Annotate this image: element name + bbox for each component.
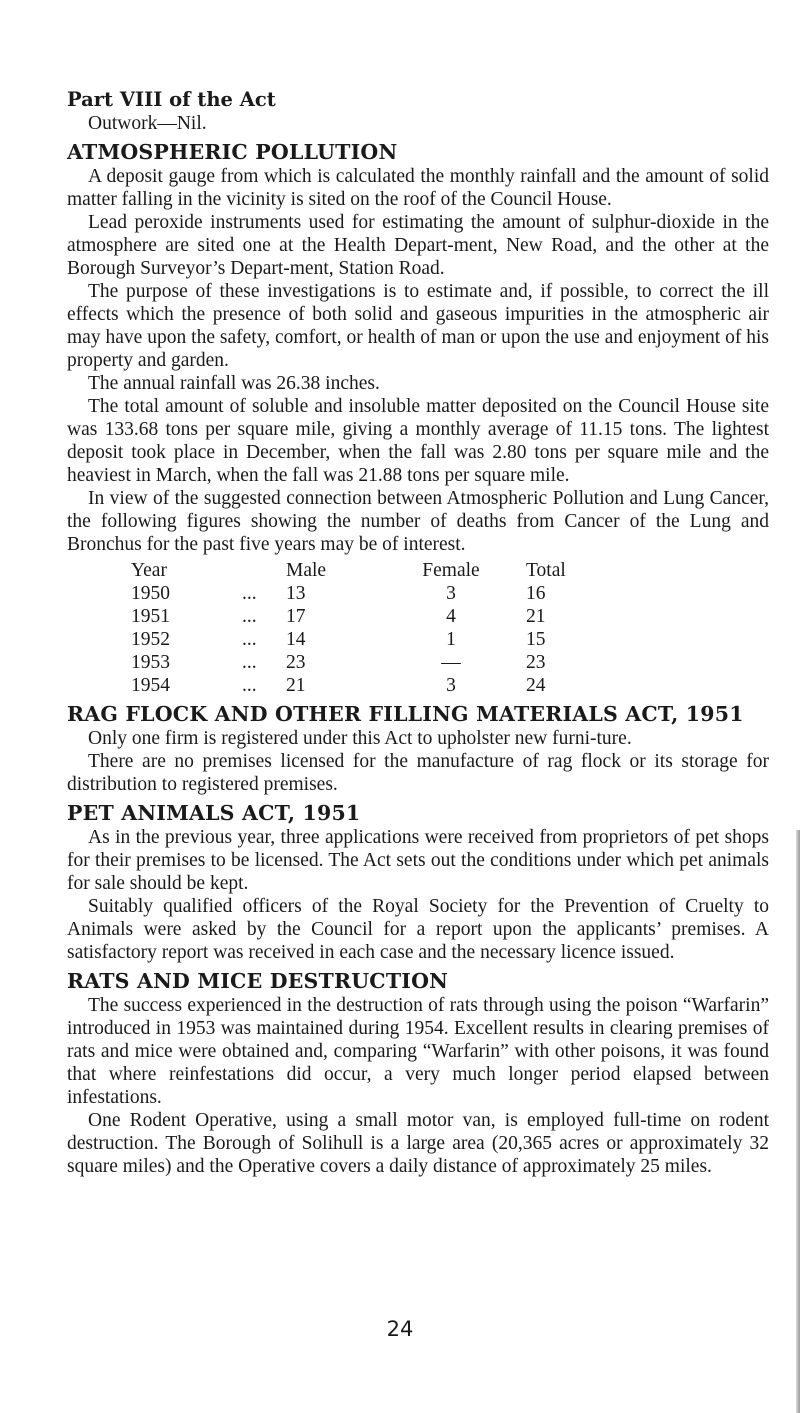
cell-total: 24 <box>526 675 546 696</box>
cell-year: 1953 <box>131 652 170 673</box>
cell-male: 21 <box>286 675 306 696</box>
paragraph: Lead peroxide instruments used for estimating the amount of sulphur-dioxide in the atmosphere are sited one at the Health Depart-ment, New Road, and the other at the Borough Surveyor’s Depart-ment, Station Road. <box>67 212 769 279</box>
paragraph: One Rodent Operative, using a small motor van, is employed full-time on rodent destruction. The Borough of Solihull is a large area (20,365 acres or approximately 32 square miles) and the Operative covers a daily distance of approximately 25 miles. <box>67 1110 769 1177</box>
paragraph: Suitably qualified officers of the Royal Society for the Prevention of Cruelty to Animals were asked by the Council for a report upon the applicants’ premises. A satisfactory report was received in each case and the necessary licence issued. <box>67 896 769 963</box>
cell-leader: ... <box>242 629 257 650</box>
table-row <box>67 651 769 674</box>
paragraph: In view of the suggested connection between Atmospheric Pollution and Lung Cancer, the following figures showing the number of deaths from Cancer of the Lung and Bronchus for the past five years may be of interest. <box>67 488 769 555</box>
paragraph: There are no premises licensed for the manufacture of rag flock or its storage for distribution to registered premises. <box>67 751 769 795</box>
table-row <box>67 582 769 605</box>
table-row <box>67 605 769 628</box>
paragraph: The annual rainfall was 26.38 inches. <box>88 373 380 394</box>
section-heading-atmospheric-pollution: ATMOSPHERIC POLLUTION <box>67 140 398 164</box>
cell-female: 3 <box>446 583 456 604</box>
cell-female: 1 <box>446 629 456 650</box>
cell-female: — <box>441 652 461 673</box>
paragraph: As in the previous year, three applications were received from proprietors of pet shops for their premises to be licensed. The Act sets out the conditions under which pet animals for sale should be kept. <box>67 827 769 894</box>
cell-total: 23 <box>526 652 546 673</box>
cell-male: 13 <box>286 583 306 604</box>
header-female: Female <box>422 560 480 581</box>
paragraph: The total amount of soluble and insoluble matter deposited on the Council House site was 133.68 tons per square mile, giving a monthly average of 11.15 tons. The lightest deposit took place in December, when the fall was 2.80 tons per square mile and the heaviest in March, when the fall was 21.88 tons per square mile. <box>67 396 769 486</box>
cell-leader: ... <box>242 606 257 627</box>
cell-female: 4 <box>446 606 456 627</box>
section-heading-rats-and-mice: RATS AND MICE DESTRUCTION <box>67 969 449 993</box>
cell-year: 1952 <box>131 629 170 650</box>
cell-male: 23 <box>286 652 306 673</box>
cell-leader: ... <box>242 583 257 604</box>
part-heading: Part VIII of the Act <box>67 88 276 111</box>
cell-year: 1954 <box>131 675 170 696</box>
paragraph: Only one firm is registered under this Act to upholster new furni-ture. <box>88 728 632 749</box>
cell-female: 3 <box>446 675 456 696</box>
paragraph: The success experienced in the destruction of rats through using the poison “Warfarin” introduced in 1953 was maintained during 1954. Excellent results in clearing premises of rats and mice were obtained and, comparing “Warfarin” with other poisons, it was found that where reinfestations did occur, a very much longer period elapsed between infestations. <box>67 995 769 1108</box>
page-edge-shadow <box>796 830 800 1413</box>
cell-leader: ... <box>242 675 257 696</box>
cell-male: 17 <box>286 606 306 627</box>
paragraph: A deposit gauge from which is calculated the monthly rainfall and the amount of solid matter falling in the vicinity is sited on the roof of the Council House. <box>67 166 769 210</box>
document-page <box>67 88 769 1178</box>
section-heading-rag-flock: RAG FLOCK AND OTHER FILLING MATERIALS ACT, 1951 <box>67 702 744 726</box>
cell-male: 14 <box>286 629 306 650</box>
table-row <box>67 674 769 697</box>
cell-total: 15 <box>526 629 546 650</box>
page-number: 24 <box>386 1317 414 1341</box>
cell-year: 1950 <box>131 583 170 604</box>
cell-total: 21 <box>526 606 546 627</box>
paragraph: The purpose of these investigations is to estimate and, if possible, to correct the ill effects which the presence of both solid and gaseous impurities in the atmospheric air may have upon the safety, comfort, or health of man or upon the use and enjoyment of his property and garden. <box>67 281 769 371</box>
table-header-row <box>67 559 769 582</box>
lung-cancer-deaths-table <box>67 559 769 697</box>
header-year: Year <box>131 560 167 581</box>
cell-total: 16 <box>526 583 546 604</box>
outwork-line: Outwork—Nil. <box>88 113 207 134</box>
cell-leader: ... <box>242 652 257 673</box>
cell-year: 1951 <box>131 606 170 627</box>
header-male: Male <box>286 560 327 581</box>
header-total: Total <box>526 560 566 581</box>
section-heading-pet-animals: PET ANIMALS ACT, 1951 <box>67 801 361 825</box>
table-row <box>67 628 769 651</box>
